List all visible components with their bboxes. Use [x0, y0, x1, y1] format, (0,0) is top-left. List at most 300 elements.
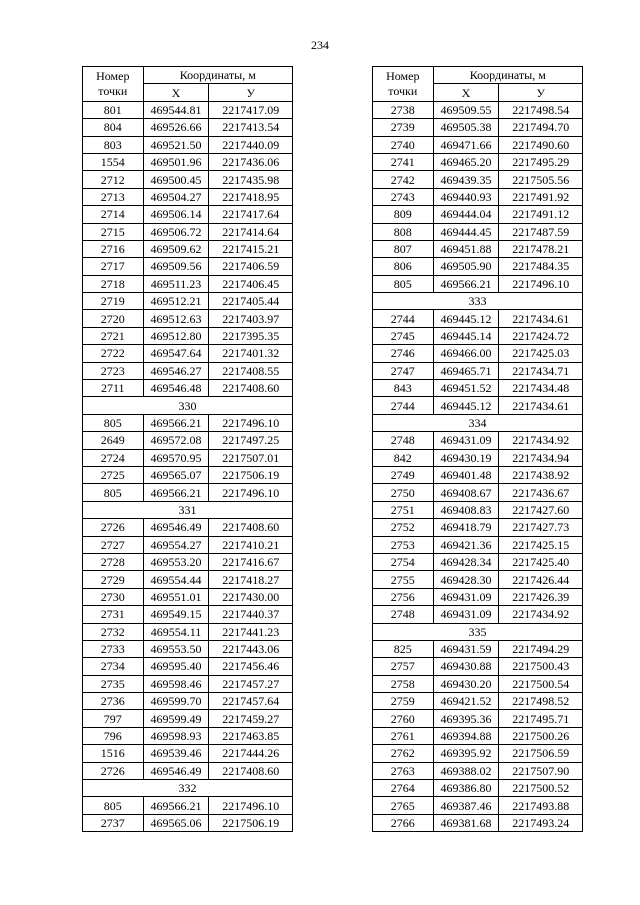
- section-number: 332: [83, 780, 293, 797]
- y-coordinate-cell: 2217425.40: [499, 553, 583, 570]
- x-coordinate-cell: 469511.23: [143, 275, 209, 292]
- table-row: [83, 327, 293, 344]
- y-coordinate-cell: 2217434.71: [499, 362, 583, 379]
- y-coordinate-cell: 2217487.59: [499, 223, 583, 240]
- y-coordinate-cell: 2217405.44: [209, 293, 293, 310]
- x-coordinate-cell: 469547.64: [143, 345, 209, 362]
- table-row: [83, 310, 293, 327]
- table-row: [373, 640, 583, 657]
- table-row: [83, 484, 293, 501]
- x-coordinate-cell: 469445.14: [433, 327, 499, 344]
- x-coordinate-cell: 469526.66: [143, 119, 209, 136]
- y-coordinate-cell: 2217491.12: [499, 206, 583, 223]
- header-number-line2: точки: [388, 83, 418, 98]
- table-row: [373, 710, 583, 727]
- table-row: [373, 553, 583, 570]
- y-coordinate-cell: 2217495.71: [499, 710, 583, 727]
- point-number-cell: 2724: [83, 449, 144, 466]
- point-number-cell: 2730: [83, 588, 144, 605]
- x-coordinate-cell: 469549.15: [143, 606, 209, 623]
- point-number-cell: 2740: [373, 136, 434, 153]
- x-coordinate-cell: 469598.93: [143, 727, 209, 744]
- table-row: [83, 571, 293, 588]
- table-row: [83, 223, 293, 240]
- y-coordinate-cell: 2217496.10: [209, 414, 293, 431]
- header-number-line1: Номер: [96, 68, 130, 83]
- point-number-cell: 2723: [83, 362, 144, 379]
- x-coordinate-cell: 469431.09: [433, 432, 499, 449]
- y-coordinate-cell: 2217493.88: [499, 797, 583, 814]
- point-number-cell: 2712: [83, 171, 144, 188]
- table-row: [373, 693, 583, 710]
- point-number-cell: 843: [373, 380, 434, 397]
- y-coordinate-cell: 2217496.10: [499, 275, 583, 292]
- x-coordinate-cell: 469539.46: [143, 745, 209, 762]
- table-row: [83, 206, 293, 223]
- section-row: [373, 414, 583, 431]
- section-number: 335: [373, 623, 583, 640]
- x-coordinate-cell: 469386.80: [433, 780, 499, 797]
- point-number-cell: 2744: [373, 310, 434, 327]
- point-number-cell: 2759: [373, 693, 434, 710]
- x-coordinate-cell: 469554.44: [143, 571, 209, 588]
- table-row: [83, 293, 293, 310]
- point-number-cell: 2743: [373, 188, 434, 205]
- table-row: [83, 432, 293, 449]
- point-number-cell: 2649: [83, 432, 144, 449]
- table-row: [83, 797, 293, 814]
- header-y: У: [209, 84, 293, 101]
- point-number-cell: 2762: [373, 745, 434, 762]
- point-number-cell: 796: [83, 727, 144, 744]
- point-number-cell: 2714: [83, 206, 144, 223]
- x-coordinate-cell: 469418.79: [433, 519, 499, 536]
- x-coordinate-cell: 469381.68: [433, 814, 499, 831]
- y-coordinate-cell: 2217496.10: [209, 797, 293, 814]
- x-coordinate-cell: 469599.49: [143, 710, 209, 727]
- x-coordinate-cell: 469395.92: [433, 745, 499, 762]
- table-row: [373, 380, 583, 397]
- table-row: [373, 571, 583, 588]
- x-coordinate-cell: 469431.59: [433, 640, 499, 657]
- point-number-cell: 2756: [373, 588, 434, 605]
- table-row: [83, 275, 293, 292]
- point-number-cell: 825: [373, 640, 434, 657]
- table-row: [83, 119, 293, 136]
- x-coordinate-cell: 469521.50: [143, 136, 209, 153]
- x-coordinate-cell: 469387.46: [433, 797, 499, 814]
- point-number-cell: 2738: [373, 101, 434, 118]
- x-coordinate-cell: 469546.48: [143, 380, 209, 397]
- y-coordinate-cell: 2217408.60: [209, 519, 293, 536]
- table-row: [83, 414, 293, 431]
- table-row: [373, 188, 583, 205]
- y-coordinate-cell: 2217406.59: [209, 258, 293, 275]
- point-number-cell: 2717: [83, 258, 144, 275]
- table-row: [83, 258, 293, 275]
- x-coordinate-cell: 469570.95: [143, 449, 209, 466]
- x-coordinate-cell: 469465.20: [433, 153, 499, 170]
- point-number-cell: 2735: [83, 675, 144, 692]
- y-coordinate-cell: 2217498.52: [499, 693, 583, 710]
- y-coordinate-cell: 2217457.27: [209, 675, 293, 692]
- table-row: [83, 710, 293, 727]
- table-row: [83, 345, 293, 362]
- table-row: [373, 449, 583, 466]
- table-row: [373, 780, 583, 797]
- y-coordinate-cell: 2217456.46: [209, 658, 293, 675]
- x-coordinate-cell: 469566.21: [143, 484, 209, 501]
- y-coordinate-cell: 2217463.85: [209, 727, 293, 744]
- x-coordinate-cell: 469565.07: [143, 466, 209, 483]
- point-number-cell: 2722: [83, 345, 144, 362]
- x-coordinate-cell: 469428.34: [433, 553, 499, 570]
- x-coordinate-cell: 469444.45: [433, 223, 499, 240]
- table-row: [83, 623, 293, 640]
- table-row: [373, 588, 583, 605]
- table-row: [83, 136, 293, 153]
- y-coordinate-cell: 2217500.43: [499, 658, 583, 675]
- y-coordinate-cell: 2217478.21: [499, 240, 583, 257]
- y-coordinate-cell: 2217435.98: [209, 171, 293, 188]
- point-number-cell: 2731: [83, 606, 144, 623]
- x-coordinate-cell: 469566.21: [433, 275, 499, 292]
- y-coordinate-cell: 2217418.27: [209, 571, 293, 588]
- y-coordinate-cell: 2217424.72: [499, 327, 583, 344]
- y-coordinate-cell: 2217434.92: [499, 432, 583, 449]
- table-row: [83, 745, 293, 762]
- point-number-cell: 2760: [373, 710, 434, 727]
- point-number-cell: 2742: [373, 171, 434, 188]
- table-row: [373, 101, 583, 118]
- table-row: [373, 797, 583, 814]
- y-coordinate-cell: 2217434.94: [499, 449, 583, 466]
- point-number-cell: 2748: [373, 432, 434, 449]
- table-row: [373, 675, 583, 692]
- section-number: 330: [83, 397, 293, 414]
- y-coordinate-cell: 2217440.37: [209, 606, 293, 623]
- table-row: [373, 345, 583, 362]
- x-coordinate-cell: 469512.63: [143, 310, 209, 327]
- table-row: [83, 449, 293, 466]
- x-coordinate-cell: 469451.52: [433, 380, 499, 397]
- x-coordinate-cell: 469430.88: [433, 658, 499, 675]
- header-coordinates: Координаты, м: [143, 67, 292, 84]
- y-coordinate-cell: 2217436.06: [209, 153, 293, 170]
- table-body-left: [83, 101, 293, 831]
- point-number-cell: 2727: [83, 536, 144, 553]
- y-coordinate-cell: 2217415.21: [209, 240, 293, 257]
- y-coordinate-cell: 2217430.00: [209, 588, 293, 605]
- point-number-cell: 2751: [373, 501, 434, 518]
- section-row: [373, 293, 583, 310]
- x-coordinate-cell: 469444.04: [433, 206, 499, 223]
- table-row: [373, 327, 583, 344]
- table-row: [373, 814, 583, 831]
- point-number-cell: 2752: [373, 519, 434, 536]
- x-coordinate-cell: 469572.08: [143, 432, 209, 449]
- x-coordinate-cell: 469388.02: [433, 762, 499, 779]
- point-number-cell: 2754: [373, 553, 434, 570]
- table-row: [83, 466, 293, 483]
- table-row: [83, 588, 293, 605]
- table-row: [373, 606, 583, 623]
- x-coordinate-cell: 469431.09: [433, 588, 499, 605]
- point-number-cell: 842: [373, 449, 434, 466]
- header-y: У: [499, 84, 583, 101]
- y-coordinate-cell: 2217491.92: [499, 188, 583, 205]
- x-coordinate-cell: 469466.00: [433, 345, 499, 362]
- x-coordinate-cell: 469430.20: [433, 675, 499, 692]
- point-number-cell: 2741: [373, 153, 434, 170]
- x-coordinate-cell: 469451.88: [433, 240, 499, 257]
- y-coordinate-cell: 2217410.21: [209, 536, 293, 553]
- x-coordinate-cell: 469544.81: [143, 101, 209, 118]
- y-coordinate-cell: 2217440.09: [209, 136, 293, 153]
- point-number-cell: 807: [373, 240, 434, 257]
- section-row: [83, 397, 293, 414]
- x-coordinate-cell: 469554.27: [143, 536, 209, 553]
- x-coordinate-cell: 469421.36: [433, 536, 499, 553]
- x-coordinate-cell: 469546.49: [143, 519, 209, 536]
- y-coordinate-cell: 2217494.70: [499, 119, 583, 136]
- point-number-cell: 806: [373, 258, 434, 275]
- y-coordinate-cell: 2217426.39: [499, 588, 583, 605]
- header-x: X: [143, 84, 209, 101]
- y-coordinate-cell: 2217497.25: [209, 432, 293, 449]
- point-number-cell: 2765: [373, 797, 434, 814]
- table-row: [83, 188, 293, 205]
- point-number-cell: 2758: [373, 675, 434, 692]
- x-coordinate-cell: 469500.45: [143, 171, 209, 188]
- y-coordinate-cell: 2217426.44: [499, 571, 583, 588]
- y-coordinate-cell: 2217414.64: [209, 223, 293, 240]
- table-row: [83, 153, 293, 170]
- x-coordinate-cell: 469512.21: [143, 293, 209, 310]
- x-coordinate-cell: 469394.88: [433, 727, 499, 744]
- section-row: [83, 501, 293, 518]
- table-row: [373, 727, 583, 744]
- table-row: [373, 484, 583, 501]
- point-number-cell: 2747: [373, 362, 434, 379]
- y-coordinate-cell: 2217417.09: [209, 101, 293, 118]
- y-coordinate-cell: 2217507.01: [209, 449, 293, 466]
- coordinates-table-right: [372, 66, 583, 832]
- x-coordinate-cell: 469565.06: [143, 814, 209, 831]
- header-x: X: [433, 84, 499, 101]
- point-number-cell: 2721: [83, 327, 144, 344]
- x-coordinate-cell: 469445.12: [433, 397, 499, 414]
- point-number-cell: 2733: [83, 640, 144, 657]
- y-coordinate-cell: 2217507.90: [499, 762, 583, 779]
- point-number-cell: 2737: [83, 814, 144, 831]
- point-number-cell: 2734: [83, 658, 144, 675]
- point-number-cell: 1554: [83, 153, 144, 170]
- y-coordinate-cell: 2217496.10: [209, 484, 293, 501]
- table-row: [373, 362, 583, 379]
- y-coordinate-cell: 2217406.45: [209, 275, 293, 292]
- point-number-cell: 2720: [83, 310, 144, 327]
- header-coordinates: Координаты, м: [433, 67, 582, 84]
- point-number-cell: 2744: [373, 397, 434, 414]
- point-number-cell: 801: [83, 101, 144, 118]
- section-number: 334: [373, 414, 583, 431]
- table-row: [83, 101, 293, 118]
- point-number-cell: 2746: [373, 345, 434, 362]
- y-coordinate-cell: 2217498.54: [499, 101, 583, 118]
- header-number-line1: Номер: [386, 68, 420, 83]
- point-number-cell: 2732: [83, 623, 144, 640]
- x-coordinate-cell: 469554.11: [143, 623, 209, 640]
- x-coordinate-cell: 469505.90: [433, 258, 499, 275]
- x-coordinate-cell: 469546.49: [143, 762, 209, 779]
- y-coordinate-cell: 2217417.64: [209, 206, 293, 223]
- point-number-cell: 2736: [83, 693, 144, 710]
- header-number-line2: точки: [98, 83, 128, 98]
- y-coordinate-cell: 2217434.48: [499, 380, 583, 397]
- x-coordinate-cell: 469551.01: [143, 588, 209, 605]
- x-coordinate-cell: 469408.67: [433, 484, 499, 501]
- table-row: [373, 206, 583, 223]
- y-coordinate-cell: 2217408.60: [209, 762, 293, 779]
- section-number: 331: [83, 501, 293, 518]
- y-coordinate-cell: 2217427.60: [499, 501, 583, 518]
- point-number-cell: 2749: [373, 466, 434, 483]
- point-number-cell: 2726: [83, 519, 144, 536]
- point-number-cell: 2761: [373, 727, 434, 744]
- x-coordinate-cell: 469595.40: [143, 658, 209, 675]
- table-row: [83, 519, 293, 536]
- point-number-cell: 2764: [373, 780, 434, 797]
- x-coordinate-cell: 469546.27: [143, 362, 209, 379]
- x-coordinate-cell: 469501.96: [143, 153, 209, 170]
- table-row: [83, 658, 293, 675]
- section-number: 333: [373, 293, 583, 310]
- point-number-cell: 2745: [373, 327, 434, 344]
- y-coordinate-cell: 2217457.64: [209, 693, 293, 710]
- point-number-cell: 2729: [83, 571, 144, 588]
- table-row: [373, 153, 583, 170]
- y-coordinate-cell: 2217484.35: [499, 258, 583, 275]
- y-coordinate-cell: 2217494.29: [499, 640, 583, 657]
- point-number-cell: 2766: [373, 814, 434, 831]
- table-row: [373, 275, 583, 292]
- point-number-cell: 805: [83, 797, 144, 814]
- table-row: [373, 519, 583, 536]
- x-coordinate-cell: 469421.52: [433, 693, 499, 710]
- table-row: [373, 432, 583, 449]
- x-coordinate-cell: 469504.27: [143, 188, 209, 205]
- y-coordinate-cell: 2217425.15: [499, 536, 583, 553]
- table-body-right: [373, 101, 583, 831]
- x-coordinate-cell: 469440.93: [433, 188, 499, 205]
- x-coordinate-cell: 469566.21: [143, 414, 209, 431]
- y-coordinate-cell: 2217506.19: [209, 814, 293, 831]
- x-coordinate-cell: 469465.71: [433, 362, 499, 379]
- table-row: [373, 536, 583, 553]
- table-row: [83, 171, 293, 188]
- x-coordinate-cell: 469506.14: [143, 206, 209, 223]
- table-row: [83, 814, 293, 831]
- table-row: [373, 136, 583, 153]
- y-coordinate-cell: 2217443.06: [209, 640, 293, 657]
- table-row: [83, 606, 293, 623]
- table-row: [373, 223, 583, 240]
- y-coordinate-cell: 2217438.92: [499, 466, 583, 483]
- point-number-cell: 805: [373, 275, 434, 292]
- x-coordinate-cell: 469509.55: [433, 101, 499, 118]
- point-number-cell: 797: [83, 710, 144, 727]
- y-coordinate-cell: 2217436.67: [499, 484, 583, 501]
- y-coordinate-cell: 2217506.19: [209, 466, 293, 483]
- point-number-cell: 2748: [373, 606, 434, 623]
- x-coordinate-cell: 469505.38: [433, 119, 499, 136]
- table-row: [373, 171, 583, 188]
- point-number-cell: 2713: [83, 188, 144, 205]
- page-number: 234: [311, 38, 329, 52]
- y-coordinate-cell: 2217500.26: [499, 727, 583, 744]
- table-row: [373, 240, 583, 257]
- point-number-cell: 805: [83, 414, 144, 431]
- point-number-cell: 2726: [83, 762, 144, 779]
- x-coordinate-cell: 469428.30: [433, 571, 499, 588]
- x-coordinate-cell: 469445.12: [433, 310, 499, 327]
- y-coordinate-cell: 2217413.54: [209, 119, 293, 136]
- table-row: [373, 745, 583, 762]
- table-row: [83, 553, 293, 570]
- table-row: [83, 240, 293, 257]
- y-coordinate-cell: 2217408.60: [209, 380, 293, 397]
- x-coordinate-cell: 469509.56: [143, 258, 209, 275]
- point-number-cell: 2716: [83, 240, 144, 257]
- y-coordinate-cell: 2217401.32: [209, 345, 293, 362]
- y-coordinate-cell: 2217444.26: [209, 745, 293, 762]
- x-coordinate-cell: 469599.70: [143, 693, 209, 710]
- table-row: [373, 658, 583, 675]
- y-coordinate-cell: 2217434.61: [499, 310, 583, 327]
- point-number-cell: 2755: [373, 571, 434, 588]
- point-number-cell: 2739: [373, 119, 434, 136]
- point-number-cell: 2711: [83, 380, 144, 397]
- point-number-cell: 805: [83, 484, 144, 501]
- x-coordinate-cell: 469553.20: [143, 553, 209, 570]
- table-row: [373, 397, 583, 414]
- section-row: [373, 623, 583, 640]
- x-coordinate-cell: 469506.72: [143, 223, 209, 240]
- y-coordinate-cell: 2217418.95: [209, 188, 293, 205]
- point-number-cell: 2718: [83, 275, 144, 292]
- x-coordinate-cell: 469431.09: [433, 606, 499, 623]
- table-row: [373, 501, 583, 518]
- table-row: [83, 362, 293, 379]
- x-coordinate-cell: 469553.50: [143, 640, 209, 657]
- y-coordinate-cell: 2217403.97: [209, 310, 293, 327]
- table-row: [83, 675, 293, 692]
- x-coordinate-cell: 469395.36: [433, 710, 499, 727]
- table-row: [373, 258, 583, 275]
- point-number-cell: 2763: [373, 762, 434, 779]
- y-coordinate-cell: 2217490.60: [499, 136, 583, 153]
- table-row: [83, 727, 293, 744]
- table-row: [83, 693, 293, 710]
- point-number-cell: 2719: [83, 293, 144, 310]
- table-row: [83, 536, 293, 553]
- x-coordinate-cell: 469471.66: [433, 136, 499, 153]
- y-coordinate-cell: 2217416.67: [209, 553, 293, 570]
- x-coordinate-cell: 469439.35: [433, 171, 499, 188]
- y-coordinate-cell: 2217495.29: [499, 153, 583, 170]
- point-number-cell: 1516: [83, 745, 144, 762]
